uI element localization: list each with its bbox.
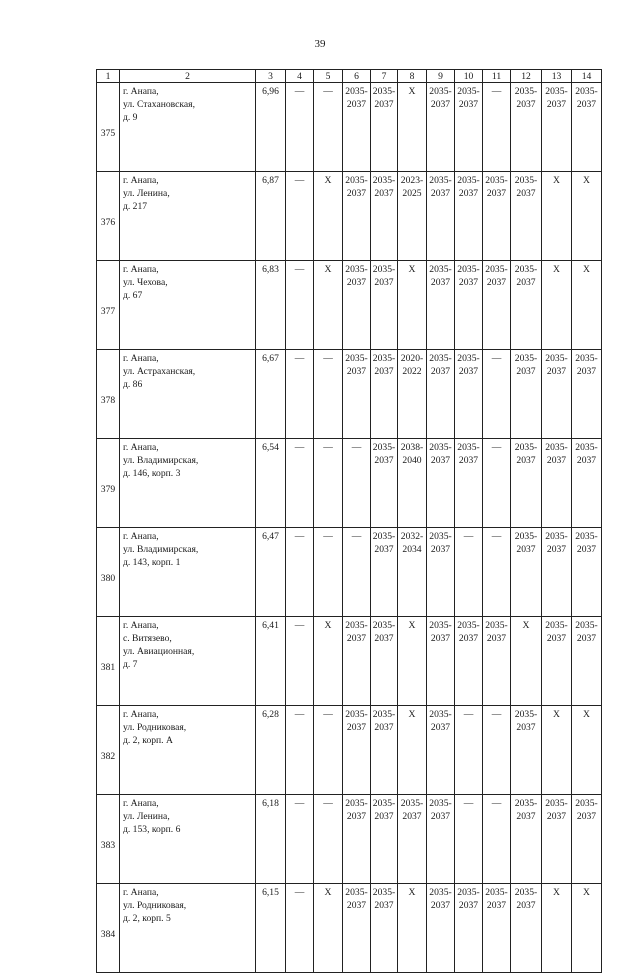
schedule-cell <box>286 439 314 528</box>
table-row <box>97 795 602 884</box>
schedule-cell <box>455 261 483 350</box>
schedule-value: X <box>553 175 560 186</box>
schedule-value: 2035- 2037 <box>372 86 396 110</box>
schedule-value: 2035- 2037 <box>429 798 452 822</box>
schedule-cell <box>455 528 483 617</box>
schedule-value: X <box>583 887 590 898</box>
schedule-value: 2020- 2022 <box>400 353 424 377</box>
schedule-value: — <box>294 531 305 542</box>
address-cell: г. Анапа, ул. Родниковая, д. 2, корп. 5 <box>120 884 256 973</box>
schedule-cell <box>398 172 427 261</box>
schedule-cell <box>398 261 427 350</box>
schedule-value: — <box>294 175 305 186</box>
schedule-value: — <box>491 86 502 97</box>
schedule-cell <box>483 528 511 617</box>
schedule-value: — <box>491 353 502 364</box>
address-cell: г. Анапа, ул. Чехова, д. 67 <box>120 261 256 350</box>
table-row <box>97 261 602 350</box>
schedule-value: 2035- 2037 <box>485 887 508 911</box>
schedule-cell <box>371 172 398 261</box>
row-number: 383 <box>97 795 120 884</box>
address-cell: г. Анапа, с. Витязево, ул. Авиационная, д. 7 <box>120 617 256 706</box>
schedule-value: X <box>408 620 416 631</box>
row-number: 376 <box>97 172 120 261</box>
schedule-cell <box>371 795 398 884</box>
schedule-cell <box>343 439 371 528</box>
schedule-value: — <box>323 531 333 542</box>
schedule-value: 2035- 2037 <box>545 86 568 110</box>
area-value-cell: 6,96 <box>256 83 286 172</box>
area-value-cell: 6,15 <box>256 884 286 973</box>
area-value-cell: 6,83 <box>256 261 286 350</box>
housing-register-table <box>96 69 602 973</box>
row-number: 381 <box>97 617 120 706</box>
schedule-cell <box>511 884 542 973</box>
schedule-cell <box>483 617 511 706</box>
schedule-value: 2035- 2037 <box>485 264 508 288</box>
schedule-value: — <box>351 531 362 542</box>
schedule-value: 2035- 2037 <box>514 353 538 377</box>
schedule-value: 2035- 2037 <box>372 531 396 555</box>
schedule-cell <box>314 884 343 973</box>
schedule-cell <box>511 617 542 706</box>
schedule-value: — <box>294 442 305 453</box>
schedule-cell <box>542 350 572 439</box>
schedule-value: 2035- 2037 <box>429 86 452 110</box>
schedule-cell <box>371 617 398 706</box>
schedule-cell <box>371 261 398 350</box>
schedule-cell <box>314 261 343 350</box>
schedule-cell <box>398 617 427 706</box>
schedule-value: 2035- 2037 <box>429 175 452 199</box>
schedule-cell <box>483 795 511 884</box>
schedule-cell <box>286 795 314 884</box>
schedule-value: 2035- 2037 <box>575 353 598 377</box>
area-value-cell: 6,54 <box>256 439 286 528</box>
schedule-value: X <box>583 264 590 275</box>
schedule-value: 2035- 2037 <box>545 531 568 555</box>
table-row <box>97 83 602 172</box>
schedule-value: 2035- 2037 <box>485 175 508 199</box>
schedule-value: 2035- 2037 <box>345 887 368 911</box>
schedule-cell <box>483 172 511 261</box>
schedule-cell <box>286 884 314 973</box>
schedule-value: 2035- 2037 <box>429 709 452 733</box>
schedule-cell <box>343 350 371 439</box>
schedule-value: X <box>583 175 590 186</box>
schedule-value: 2035- 2037 <box>514 175 538 199</box>
schedule-cell <box>572 439 602 528</box>
column-number: 14 <box>572 70 602 83</box>
schedule-cell <box>455 795 483 884</box>
schedule-value: 2035- 2037 <box>457 86 480 110</box>
schedule-cell <box>572 617 602 706</box>
schedule-value: 2035- 2037 <box>372 887 396 911</box>
schedule-cell <box>455 617 483 706</box>
schedule-value: 2035- 2037 <box>400 798 424 822</box>
area-value-cell: 6,87 <box>256 172 286 261</box>
schedule-cell <box>286 617 314 706</box>
schedule-cell <box>572 884 602 973</box>
schedule-value: 2035- 2037 <box>345 264 368 288</box>
schedule-value: 2035- 2037 <box>514 798 538 822</box>
schedule-cell <box>314 528 343 617</box>
table-row <box>97 706 602 795</box>
schedule-cell <box>542 617 572 706</box>
schedule-value: X <box>553 709 560 720</box>
row-number: 377 <box>97 261 120 350</box>
schedule-value: X <box>408 86 416 97</box>
schedule-cell <box>371 706 398 795</box>
schedule-value: 2035- 2037 <box>429 264 452 288</box>
column-number: 2 <box>120 70 256 83</box>
schedule-value: — <box>491 709 502 720</box>
schedule-value: 2035- 2037 <box>457 175 480 199</box>
area-value-cell: 6,28 <box>256 706 286 795</box>
schedule-value: 2035- 2037 <box>545 442 568 466</box>
schedule-cell <box>427 350 455 439</box>
schedule-cell <box>572 706 602 795</box>
schedule-value: — <box>463 531 474 542</box>
schedule-cell <box>572 795 602 884</box>
column-number: 4 <box>286 70 314 83</box>
schedule-cell <box>371 83 398 172</box>
schedule-cell <box>286 350 314 439</box>
schedule-cell <box>427 884 455 973</box>
table-row <box>97 884 602 973</box>
column-number: 13 <box>542 70 572 83</box>
schedule-cell <box>398 528 427 617</box>
schedule-cell <box>286 706 314 795</box>
schedule-value: 2035- 2037 <box>545 798 568 822</box>
schedule-cell <box>542 261 572 350</box>
schedule-value: — <box>294 86 305 97</box>
address-cell: г. Анапа, ул. Владимирская, д. 143, корп. 1 <box>120 528 256 617</box>
table-row <box>97 617 602 706</box>
schedule-cell <box>511 439 542 528</box>
page-number: 39 <box>314 38 326 50</box>
schedule-cell <box>483 83 511 172</box>
schedule-cell <box>398 439 427 528</box>
schedule-value: 2035- 2037 <box>345 175 368 199</box>
schedule-cell <box>371 350 398 439</box>
table-row <box>97 350 602 439</box>
schedule-cell <box>542 528 572 617</box>
schedule-cell <box>427 795 455 884</box>
row-number: 380 <box>97 528 120 617</box>
schedule-cell <box>343 884 371 973</box>
schedule-cell <box>398 706 427 795</box>
schedule-value: X <box>553 264 560 275</box>
area-value-cell: 6,41 <box>256 617 286 706</box>
schedule-value: 2035- 2037 <box>575 620 598 644</box>
schedule-value: 2035- 2037 <box>545 353 568 377</box>
schedule-value: 2035- 2037 <box>457 887 480 911</box>
schedule-value: 2035- 2037 <box>372 264 396 288</box>
schedule-value: — <box>294 620 305 631</box>
schedule-value: 2035- 2037 <box>372 620 396 644</box>
table-row <box>97 439 602 528</box>
schedule-value: — <box>351 442 362 453</box>
address-cell: г. Анапа, ул. Стахановская, д. 9 <box>120 83 256 172</box>
schedule-cell <box>542 439 572 528</box>
schedule-value: 2035- 2037 <box>345 620 368 644</box>
schedule-value: — <box>294 798 305 809</box>
schedule-cell <box>572 261 602 350</box>
schedule-value: 2035- 2037 <box>575 442 598 466</box>
schedule-value: X <box>324 887 332 898</box>
row-number: 375 <box>97 83 120 172</box>
column-number: 8 <box>398 70 427 83</box>
schedule-cell <box>483 884 511 973</box>
schedule-value: 2035- 2037 <box>485 620 508 644</box>
schedule-cell <box>314 172 343 261</box>
schedule-value: X <box>408 709 416 720</box>
schedule-cell <box>398 795 427 884</box>
schedule-cell <box>343 83 371 172</box>
schedule-cell <box>511 528 542 617</box>
row-number: 379 <box>97 439 120 528</box>
table-row <box>97 172 602 261</box>
column-number: 7 <box>371 70 398 83</box>
schedule-cell <box>398 884 427 973</box>
schedule-value: — <box>294 887 305 898</box>
schedule-cell <box>427 706 455 795</box>
schedule-cell <box>371 528 398 617</box>
schedule-value: 2035- 2037 <box>457 264 480 288</box>
column-number: 3 <box>256 70 286 83</box>
schedule-cell <box>286 261 314 350</box>
schedule-cell <box>314 439 343 528</box>
row-number: 384 <box>97 884 120 973</box>
schedule-value: — <box>294 353 305 364</box>
schedule-value: 2035- 2037 <box>372 442 396 466</box>
schedule-value: X <box>553 887 560 898</box>
schedule-cell <box>455 172 483 261</box>
schedule-value: 2035- 2037 <box>457 620 480 644</box>
schedule-cell <box>286 172 314 261</box>
schedule-value: — <box>323 442 333 453</box>
schedule-value: 2035- 2037 <box>345 353 368 377</box>
schedule-cell <box>343 706 371 795</box>
schedule-cell <box>511 350 542 439</box>
column-number: 11 <box>483 70 511 83</box>
address-cell: г. Анапа, ул. Родниковая, д. 2, корп. А <box>120 706 256 795</box>
schedule-cell <box>511 261 542 350</box>
schedule-cell <box>455 884 483 973</box>
schedule-cell <box>455 83 483 172</box>
schedule-value: 2035- 2037 <box>429 353 452 377</box>
schedule-cell <box>286 83 314 172</box>
schedule-cell <box>343 261 371 350</box>
schedule-cell <box>371 884 398 973</box>
schedule-cell <box>314 795 343 884</box>
area-value-cell: 6,47 <box>256 528 286 617</box>
schedule-value: — <box>463 798 474 809</box>
schedule-value: X <box>408 264 416 275</box>
schedule-value: — <box>294 264 305 275</box>
schedule-value: 2035- 2037 <box>514 86 538 110</box>
schedule-cell <box>343 617 371 706</box>
row-number: 382 <box>97 706 120 795</box>
schedule-value: 2035- 2037 <box>457 442 480 466</box>
schedule-cell <box>455 439 483 528</box>
schedule-value: 2035- 2037 <box>575 86 598 110</box>
schedule-cell <box>542 172 572 261</box>
schedule-value: 2035- 2037 <box>514 709 538 733</box>
column-number: 1 <box>97 70 120 83</box>
column-number: 12 <box>511 70 542 83</box>
schedule-value: 2035- 2037 <box>429 442 452 466</box>
schedule-value: 2035- 2037 <box>514 531 538 555</box>
column-number: 6 <box>343 70 371 83</box>
schedule-value: — <box>491 798 502 809</box>
schedule-cell <box>511 706 542 795</box>
schedule-cell <box>511 83 542 172</box>
schedule-cell <box>427 261 455 350</box>
schedule-cell <box>572 350 602 439</box>
schedule-value: 2035- 2037 <box>372 709 396 733</box>
schedule-cell <box>427 439 455 528</box>
schedule-value: — <box>323 709 333 720</box>
schedule-cell <box>542 83 572 172</box>
schedule-value: — <box>323 86 333 97</box>
schedule-cell <box>343 528 371 617</box>
schedule-cell <box>398 83 427 172</box>
address-cell: г. Анапа, ул. Астраханская, д. 86 <box>120 350 256 439</box>
schedule-value: 2035- 2037 <box>457 353 480 377</box>
column-number-header-row <box>97 70 602 83</box>
area-value-cell: 6,18 <box>256 795 286 884</box>
schedule-value: X <box>324 620 332 631</box>
schedule-cell <box>455 706 483 795</box>
schedule-cell <box>427 528 455 617</box>
area-value-cell: 6,67 <box>256 350 286 439</box>
schedule-cell <box>572 172 602 261</box>
schedule-value: 2023- 2025 <box>400 175 424 199</box>
schedule-cell <box>483 261 511 350</box>
schedule-cell <box>427 617 455 706</box>
schedule-cell <box>371 439 398 528</box>
schedule-value: 2035- 2037 <box>372 175 396 199</box>
schedule-value: — <box>463 709 474 720</box>
schedule-cell <box>427 172 455 261</box>
schedule-cell <box>314 617 343 706</box>
schedule-cell <box>483 350 511 439</box>
schedule-cell <box>572 528 602 617</box>
schedule-cell <box>314 83 343 172</box>
schedule-cell <box>542 795 572 884</box>
table-row <box>97 528 602 617</box>
schedule-value: 2035- 2037 <box>575 798 598 822</box>
schedule-cell <box>483 439 511 528</box>
schedule-value: 2035- 2037 <box>372 353 396 377</box>
schedule-value: 2035- 2037 <box>514 887 538 911</box>
schedule-value: X <box>583 709 590 720</box>
schedule-value: 2035- 2037 <box>345 798 368 822</box>
schedule-value: 2035- 2037 <box>345 86 368 110</box>
column-number: 5 <box>314 70 343 83</box>
address-cell: г. Анапа, ул. Владимирская, д. 146, корп. 3 <box>120 439 256 528</box>
schedule-value: 2032- 2034 <box>400 531 424 555</box>
schedule-value: — <box>491 531 502 542</box>
schedule-cell <box>398 350 427 439</box>
schedule-cell <box>572 83 602 172</box>
schedule-cell <box>542 884 572 973</box>
schedule-cell <box>314 706 343 795</box>
row-number: 378 <box>97 350 120 439</box>
schedule-value: 2035- 2037 <box>429 531 452 555</box>
schedule-value: 2035- 2037 <box>429 887 452 911</box>
address-cell: г. Анапа, ул. Ленина, д. 217 <box>120 172 256 261</box>
schedule-value: 2035- 2037 <box>514 442 538 466</box>
schedule-value: — <box>294 709 305 720</box>
column-number: 10 <box>455 70 483 83</box>
schedule-value: 2035- 2037 <box>429 620 452 644</box>
schedule-value: — <box>323 798 333 809</box>
schedule-value: X <box>408 887 416 898</box>
schedule-value: X <box>324 175 332 186</box>
schedule-cell <box>483 706 511 795</box>
schedule-value: 2035- 2037 <box>345 709 368 733</box>
schedule-cell <box>343 795 371 884</box>
schedule-cell <box>286 528 314 617</box>
schedule-value: 2035- 2037 <box>514 264 538 288</box>
schedule-value: X <box>522 620 530 631</box>
table-body <box>97 70 602 973</box>
schedule-cell <box>511 172 542 261</box>
schedule-value: 2038- 2040 <box>400 442 424 466</box>
schedule-value: 2035- 2037 <box>372 798 396 822</box>
schedule-cell <box>511 795 542 884</box>
schedule-value: 2035- 2037 <box>575 531 598 555</box>
schedule-cell <box>314 350 343 439</box>
schedule-cell <box>343 172 371 261</box>
schedule-cell <box>455 350 483 439</box>
schedule-value: X <box>324 264 332 275</box>
schedule-cell <box>542 706 572 795</box>
schedule-value: — <box>323 353 333 364</box>
schedule-value: — <box>491 442 502 453</box>
address-cell: г. Анапа, ул. Ленина, д. 153, корп. 6 <box>120 795 256 884</box>
column-number: 9 <box>427 70 455 83</box>
schedule-cell <box>427 83 455 172</box>
schedule-value: 2035- 2037 <box>545 620 568 644</box>
